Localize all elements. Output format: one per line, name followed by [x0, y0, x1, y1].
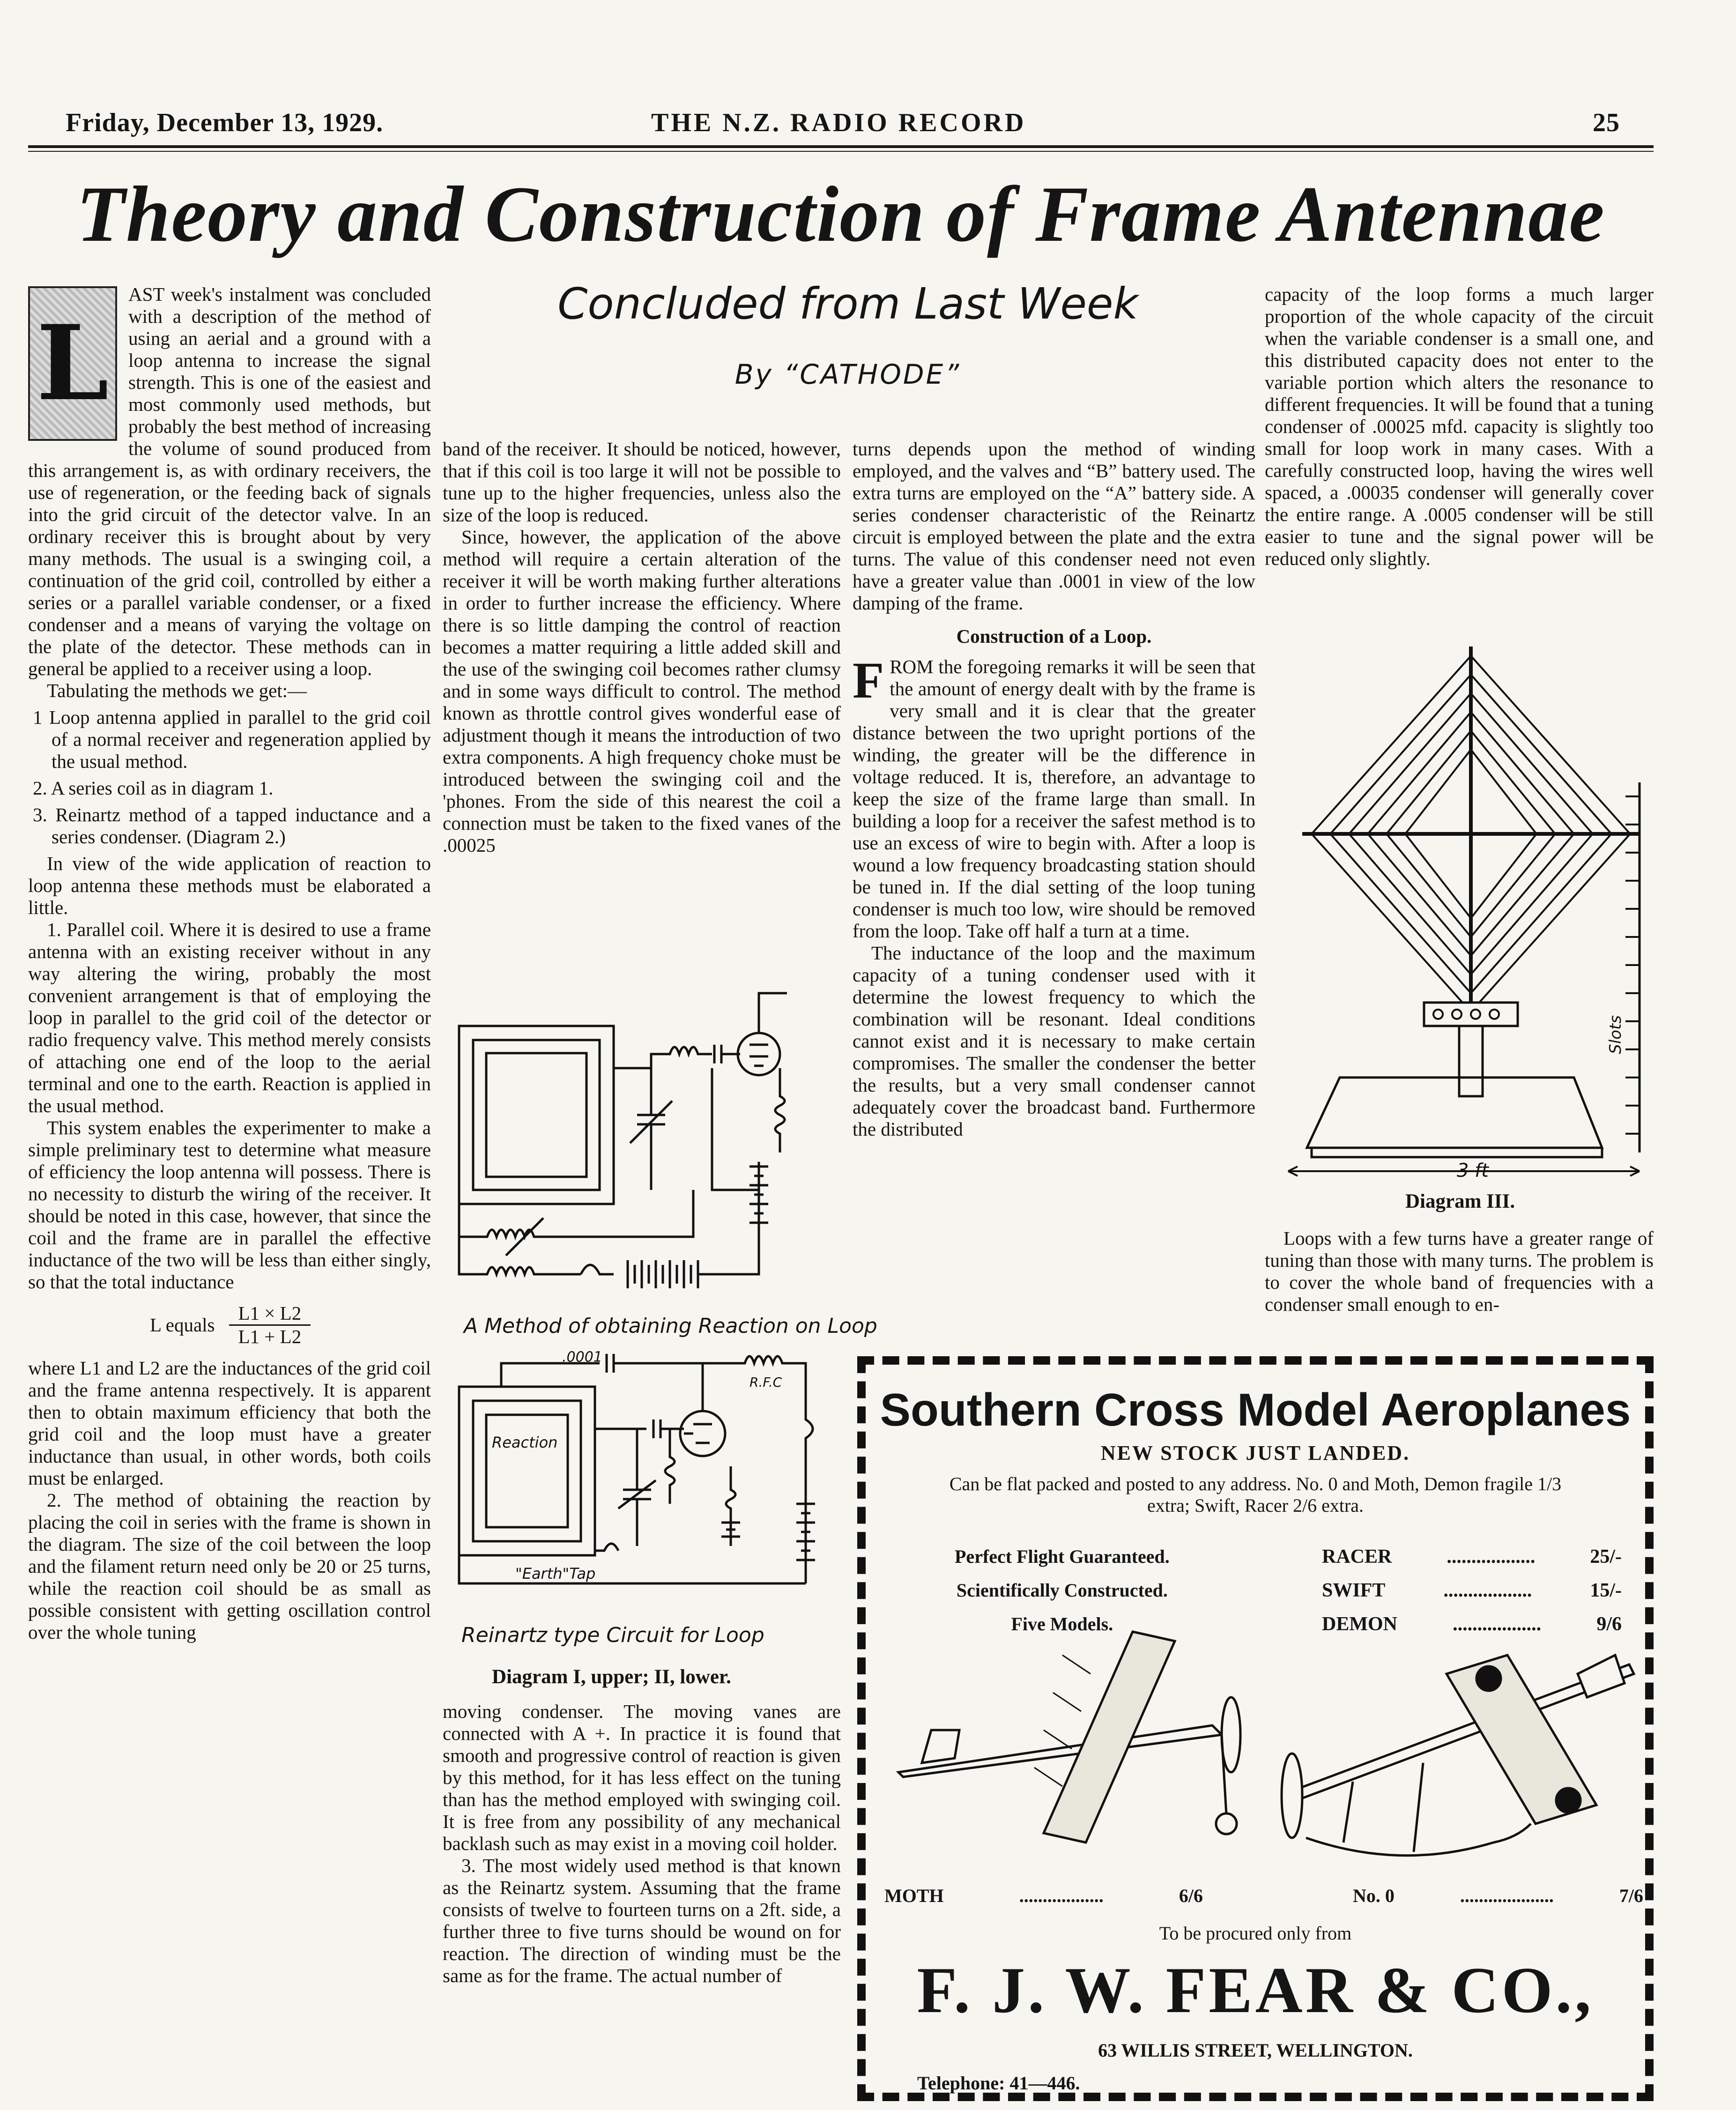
diagram-2-circuit: [450, 1349, 834, 1612]
ad-telephone: Telephone: 41—446.: [917, 2073, 1080, 2094]
paragraph: This system enables the experimenter to make a simple preliminary test to determine what measure of efficiency the loop antenna will possess. There is no necessity to disturb the wiring of the receiver. It should be noted in this case, however, that since the coil and the frame are in parallel the effective inductance of the two will be less than either singly, so that the total inductance: [28, 1117, 431, 1293]
reinartz-loop-frame: [459, 1387, 595, 1555]
moth-price-row: [884, 1885, 1203, 1907]
no0-aeroplane-illustration: [1282, 1655, 1634, 1856]
paragraph: turns depends upon the method of winding employed, and the valves and “B” battery used. The extra turns are employed on the “A” battery side. A series condenser characteristic of the Reinartz circuit is employed between the plate and the extra turns. The value of this condenser need not even have a greater value than .0001 in view of the low damping of the frame.: [853, 438, 1255, 614]
ad-subhead: NEW STOCK JUST LANDED.: [1100, 1441, 1410, 1464]
inductance-formula: [150, 1302, 431, 1348]
paragraph: AST week's instalment was concluded with a description of the method of using an aerial and a ground with a loop antenna to increase the signal strength. This is one of the easiest and most commonly used methods, but probably the best method of increasing the volume of sound produced from this arrangement is, as with ordinary receivers, the use of regeneration, or the feeding back of signals into the grid circuit of the detector valve. In an ordinary receiver this is brought about by very many methods. The usual is a swinging coil, a continuation of the grid coil, controlled by either a series or a parallel variable condenser, or a fixed condenser and a means of varying the voltage on the plate of the detector. These methods can in general be applied to a receiver using a loop.: [28, 283, 431, 679]
paragraph: Loops with a few turns have a greater range of tuning than those with many turns. The problem is to cover the whole band of frequencies with a condenser small enough to en-: [1265, 1227, 1654, 1315]
drop-cap-ornament: [28, 286, 117, 441]
paragraph-text: ROM the foregoing remarks it will be seen that the amount of energy dealt with by the frame is very small and it is clear that the greater distance between the two upright portions of the winding, the greater will be the difference in voltage reduced. It is, therefore, an advantage to keep the size of the frame large than small. In building a loop for a receiver the safest method is to use an excess of wire to begin with. After a loop is wound a low frequency broadcasting station should be tuned in. If the dial setting of the loop tuning condenser is much too low, wire should be removed from the loop. Take off half a turn at a time.: [853, 656, 1255, 942]
formula-lhs: L equals: [150, 1314, 215, 1336]
paragraph: where L1 and L2 are the inductances of the grid coil and the frame antenna respectively. It is apparent then to obtain maximum efficiency that both the grid coil and the loop must have a greater inductance than usual, in other words, both coils must be enlarged.: [28, 1357, 431, 1489]
paragraph: In view of the wide application of reaction to loop antenna these methods must be elaborated a little.: [28, 853, 431, 918]
drop-cap-letter: F: [853, 652, 884, 709]
article-column-3: [853, 438, 1255, 1140]
header-rule: [28, 145, 1654, 148]
model-price: 25/-: [1590, 1546, 1622, 1568]
article-subtitle: Concluded from Last Week: [557, 279, 1138, 329]
diagram-2-caption: Reinartz type Circuit for Loop: [461, 1623, 764, 1647]
leader-dots: ..................: [1453, 1613, 1542, 1635]
diagrams-caption: Diagram I, upper; II, lower.: [492, 1666, 731, 1688]
model-price: 6/6: [1179, 1885, 1203, 1906]
diagram-3-caption: Diagram III.: [1405, 1190, 1515, 1212]
paragraph: [853, 652, 1255, 942]
paragraph: 2. The method of obtaining the reaction by placing the coil in series with the frame is shown in the diagram. The size of the coil between the loop and the filament return need only be 20 or 25 turns, while the reaction coil should be as small as possible consistent with getting oscillation control over the whole tuning: [28, 1489, 431, 1643]
diagram-1-circuit: [450, 974, 834, 1321]
paragraph: 1. Parallel coil. Where it is desired to use a frame antenna with an existing receiver without in any way altering the wiring, probably the most convenient arrangement is that of employing the loop in parallel to the grid coil of the detector or radio frequency valve. This method merely consists of attaching one end of the loop to the aerial terminal and one to the earth. Reaction is applied in the usual method.: [28, 919, 431, 1116]
paragraph: band of the receiver. It should be noticed, however, that if this coil is too large it will not be possible to tune up to the higher frequencies, unless also the size of the loop is reduced.: [443, 438, 841, 526]
article-column-4-lower: [1265, 1227, 1654, 1315]
valve-symbol: [738, 1033, 780, 1075]
feature: Five Models.: [1011, 1613, 1113, 1635]
drop-cap-letter: L: [36, 302, 109, 423]
article-column-1: [28, 283, 431, 1643]
model-name: SWIFT: [1322, 1580, 1386, 1601]
paragraph: Tabulating the methods we get:—: [47, 680, 307, 701]
diagram-1-caption: A Method of obtaining Reaction on Loop: [464, 1314, 877, 1338]
paragraph: The inductance of the loop and the maximum capacity of a tuning condenser used with it determine the lowest frequency to which the combination will be resonant. Ideal conditions cannot exist and it is necessary to make certain compromises. The smaller the condenser the better the results, but a very small condenser cannot adequately cover the broadcast band. Furthermore the distributed: [853, 942, 1255, 1140]
model-name: No. 0: [1353, 1885, 1395, 1906]
feature: Scientifically Constructed.: [956, 1580, 1168, 1601]
article-byline: By “CATHODE”: [734, 358, 961, 390]
aeroplane-illustrations: [884, 1618, 1643, 1880]
list-item: 2. A series coil as in diagram 1.: [33, 777, 274, 799]
paragraph: moving condenser. The moving vanes are connected with A +. In practice it is found that smooth and progressive control of reaction is given by this method, for it has less effect on the tuning than has the method employed with swinging coil. It is free from any possibility of any mechanical backlash such as may exist in a moving coil holder.: [443, 1701, 841, 1854]
formula-fraction: [229, 1302, 311, 1348]
issue-date: Friday, December 13, 1929.: [66, 108, 384, 137]
width-label: 3 ft: [1457, 1160, 1489, 1181]
formula-numerator: L1 × L2: [229, 1302, 311, 1326]
moth-aeroplane-illustration: [898, 1632, 1240, 1843]
reaction-label: Reaction: [492, 1434, 558, 1451]
model-name: DEMON: [1322, 1613, 1397, 1635]
rfc-label: R.F.C: [749, 1374, 782, 1390]
ad-procured-line: To be procured only from: [1159, 1923, 1352, 1944]
article-column-2: [443, 438, 841, 856]
ad-address: 63 WILLIS STREET, WELLINGTON.: [1098, 2040, 1413, 2061]
feature: Perfect Flight Guaranteed.: [955, 1546, 1170, 1567]
ad-note: Can be flat packed and posted to any address. No. 0 and Moth, Demon fragile 1/3 extra; Swift, Racer 2/6 extra.: [949, 1473, 1562, 1516]
list-item: 1 Loop antenna applied in parallel to the grid coil of a normal receiver and regeneration applied by the usual method.: [33, 706, 431, 772]
article-column-2-lower: [443, 1701, 841, 1987]
earth-tap-label: "Earth"Tap: [515, 1565, 596, 1582]
ad-headline: Southern Cross Model Aeroplanes: [880, 1384, 1631, 1435]
leader-dots: ..................: [1447, 1546, 1536, 1568]
paragraph: Since, however, the application of the above method will require a certain alteration of the receiver it will be worth making further alterations in order to further increase the efficiency. Where there is so little damping the control of reaction becomes a matter requiring a little added skill and the use of the swinging coil becomes rather clumsy and in some ways difficult to control. The method known as throttle control gives wonderful ease of adjustment though it means the introduction of two extra components. A high frequency choke must be introduced between the swinging coil and the 'phones. From the side of this nearest the coil a connection must be taken to the fixed vanes of the .00025: [443, 526, 841, 856]
formula-denominator: L1 + L2: [238, 1326, 302, 1347]
page-number: 25: [1593, 108, 1620, 137]
slots-label: Slots: [1606, 1015, 1625, 1054]
list-item: 3. Reinartz method of a tapped inductance and a series condenser. (Diagram 2.): [33, 804, 431, 847]
ad-company-name: F. J. W. FEAR & CO.,: [917, 1954, 1594, 2027]
capacitor-value-label: .0001: [562, 1349, 602, 1366]
advertisement-box: [857, 1356, 1654, 2101]
header-rule-thin: [28, 151, 1654, 152]
leader-dots: ....................: [1460, 1885, 1554, 1906]
leader-dots: ..................: [1443, 1580, 1532, 1601]
article-column-4: [1265, 283, 1654, 570]
diagram-3-frame-antenna: [1274, 646, 1658, 1181]
article-title: Theory and Construction of Frame Antennae: [76, 170, 1605, 258]
model-price: 15/-: [1590, 1580, 1622, 1601]
model-name: RACER: [1322, 1546, 1392, 1568]
price-row: [1322, 1540, 1622, 1574]
paragraph: 3. The most widely used method is that known as the Reinartz system. Assuming that the frame consists of twelve to fourteen turns on a 2ft. side, a further three to five turns should be wound on for reaction. The direction of winding must be the same as for the frame. The actual number of: [443, 1855, 841, 1986]
no0-price-row: [1353, 1885, 1643, 1907]
paragraph: capacity of the loop forms a much larger proportion of the whole capacity of the circuit when the variable condenser is a small one, and this distributed capacity does not enter to the variable portion which alters the resonance to different frequencies. It will be found that a tuning condenser of .00025 mfd. capacity is slightly too small for loop work in many cases. With a carefully constructed loop, having the wires well spaced, a .00035 condenser will generally cover the entire range. A .0005 condenser will be still easier to tune and the signal power will be reduced only slightly.: [1265, 283, 1654, 569]
leader-dots: ..................: [1019, 1885, 1104, 1906]
price-row: [1322, 1574, 1622, 1607]
publication-name: THE N.Z. RADIO RECORD: [651, 108, 1026, 137]
model-name: MOTH: [884, 1885, 944, 1906]
model-price: 7/6: [1619, 1885, 1643, 1906]
section-heading: Construction of a Loop.: [956, 625, 1152, 647]
model-price: 9/6: [1596, 1613, 1622, 1635]
